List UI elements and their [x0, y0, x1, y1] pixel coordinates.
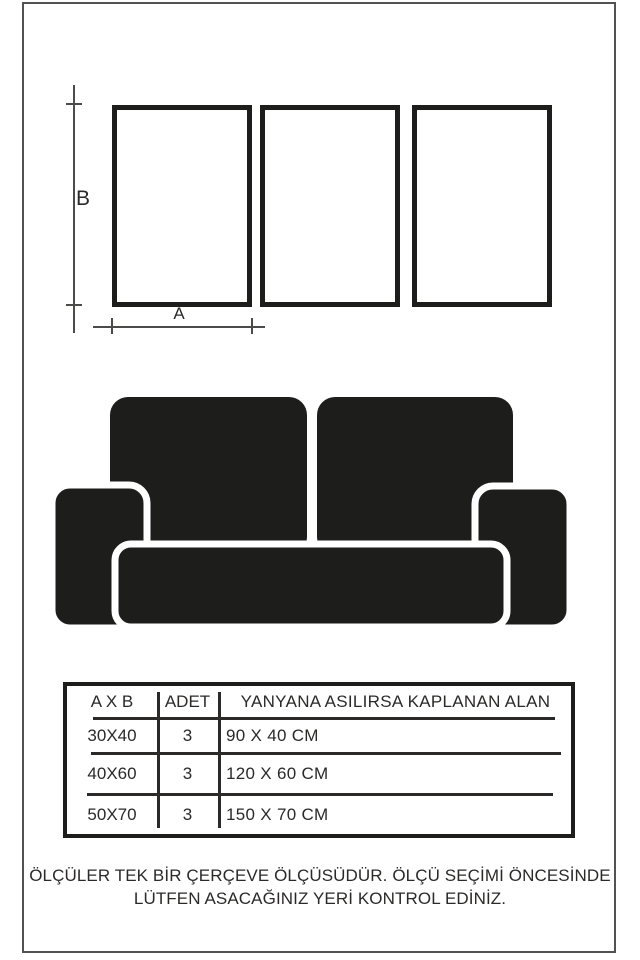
width-dimension-label: A [173, 304, 185, 323]
table-row [67, 796, 571, 834]
poster-frame-2 [260, 105, 400, 307]
disclaimer-note [0, 864, 640, 910]
disclaimer-line-1: ÖLÇÜLER TEK BİR ÇERÇEVE ÖLÇÜSÜDÜR. ÖLÇÜ SEÇİMİ ÖNCESİNDE [29, 866, 611, 885]
height-dimension-line [73, 85, 75, 333]
cell-area: 120 X 60 CM [226, 764, 329, 783]
table-header-qty: ADET [164, 691, 211, 711]
height-dimension-tick-bottom [66, 304, 82, 306]
table-row [67, 755, 571, 793]
cell-area: 90 X 40 CM [226, 726, 319, 745]
sofa-icon [50, 395, 572, 635]
table-header-size: A X B [90, 691, 134, 711]
height-dimension-label: B [76, 187, 91, 210]
poster-frame-3 [412, 105, 552, 307]
poster-frame-1 [112, 105, 252, 307]
width-dimension-line [93, 326, 265, 328]
table-header-area: YANYANA ASILIRSA KAPLANAN ALAN [240, 691, 551, 711]
disclaimer-line-2: LÜTFEN ASACAĞINIZ YERİ KONTROL EDİNİZ. [133, 889, 507, 908]
cell-size: 40X60 [87, 764, 137, 783]
cell-size: 50X70 [87, 805, 137, 824]
table-row [67, 720, 571, 752]
size-table [63, 682, 575, 838]
sofa-seat [115, 544, 507, 627]
table-header-row [67, 686, 571, 717]
cell-size: 30X40 [87, 726, 137, 745]
height-dimension-tick-top [66, 103, 82, 105]
cell-area: 150 X 70 CM [226, 805, 329, 824]
cell-qty: 3 [182, 726, 193, 745]
cell-qty: 3 [182, 764, 193, 783]
cell-qty: 3 [182, 805, 193, 824]
